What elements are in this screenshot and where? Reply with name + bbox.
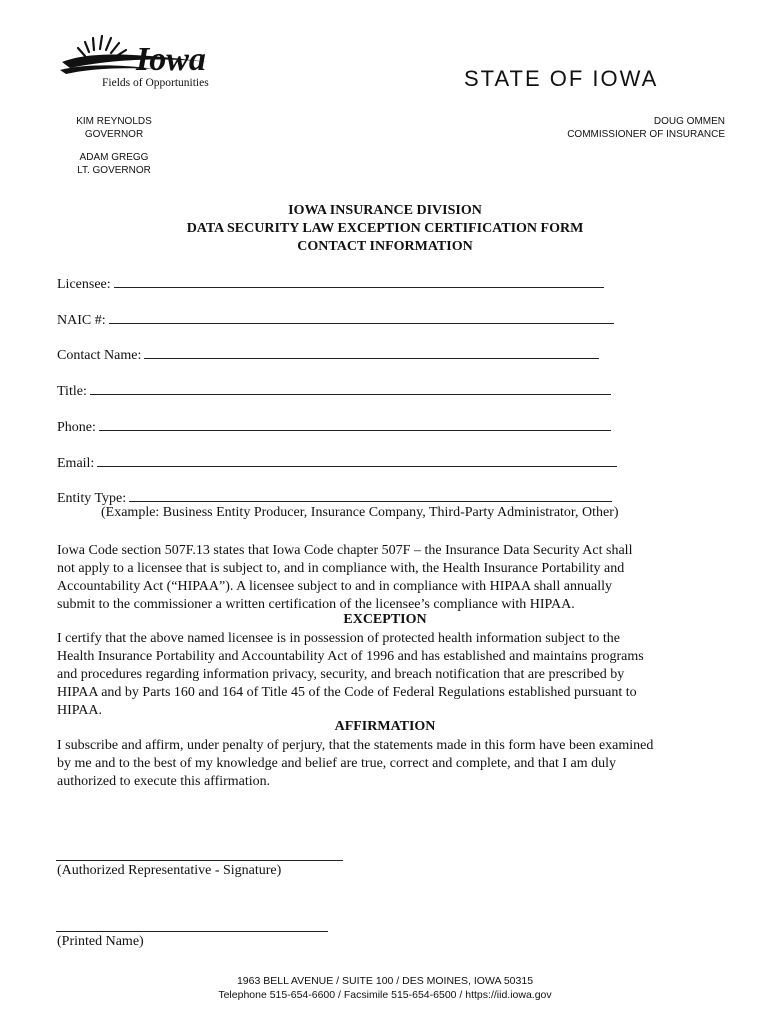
naic-field[interactable] xyxy=(109,311,614,324)
licensee-row xyxy=(57,275,604,294)
signature-label: (Authorized Representative - Signature) xyxy=(57,863,282,878)
governor-name: KIM REYNOLDS xyxy=(76,116,152,127)
phone-row xyxy=(57,418,611,437)
title-row xyxy=(57,382,611,401)
footer-address: 1963 BELL AVENUE / SUITE 100 / DES MOINES, IOWA 50315 xyxy=(236,975,534,987)
exception-line: Health Insurance Portability and Accountability Act of 1996 and has established and maintains programs xyxy=(57,649,644,664)
affirmation-line: by me and to the best of my knowledge and belief are true, correct and complete, and that I am duly xyxy=(57,756,617,771)
exception-line: HIPAA and by Parts 160 and 164 of Title 45 of the Code of Federal Regulations established pursuant to xyxy=(57,685,637,700)
affirmation-title: AFFIRMATION xyxy=(334,719,436,734)
lt-governor-title: LT. GOVERNOR xyxy=(77,164,151,176)
exception-paragraph xyxy=(57,630,717,720)
heading-form-title: DATA SECURITY LAW EXCEPTION CERTIFICATION FORM xyxy=(186,221,584,236)
commissioner-title: COMMISSIONER OF INSURANCE xyxy=(567,128,725,140)
contact-name-row xyxy=(57,346,599,365)
entity-type-field[interactable] xyxy=(129,489,612,502)
entity-type-example: (Example: Business Entity Producer, Insurance Company, Third-Party Administrator, Other) xyxy=(101,505,619,520)
naic-row xyxy=(57,311,614,330)
exception-title: EXCEPTION xyxy=(343,612,427,627)
intro-line: Iowa Code section 507F.13 states that Iowa Code chapter 507F – the Insurance Data Security Act shall xyxy=(57,543,633,558)
logo-tagline: Fields of Opportunities xyxy=(102,77,209,89)
email-row xyxy=(57,454,617,473)
contact-name-field[interactable] xyxy=(144,346,599,359)
exception-line: and procedures regarding information privacy, security, and breach notification that are prescribed by xyxy=(57,667,625,682)
printed-name-line[interactable] xyxy=(56,931,328,932)
exception-line: HIPAA. xyxy=(57,703,102,718)
lt-governor-block xyxy=(60,152,168,177)
entity-type-label: Entity Type: xyxy=(57,491,127,506)
intro-paragraph xyxy=(57,542,717,614)
affirmation-line: I subscribe and affirm, under penalty of perjury, that the statements made in this form have been examined xyxy=(57,738,654,753)
logo-wordmark: Iowa xyxy=(136,41,206,78)
footer xyxy=(0,974,770,1002)
intro-line: Accountability Act (“HIPAA”). A licensee subject to and in compliance with HIPAA shall annually xyxy=(57,579,612,594)
title-label: Title: xyxy=(57,384,87,399)
footer-contact: Telephone 515-654-6600 / Facsimile 515-654-6500 / https://iid.iowa.gov xyxy=(218,989,552,1001)
form-heading xyxy=(0,202,770,256)
licensee-label: Licensee: xyxy=(57,277,111,292)
email-label: Email: xyxy=(57,456,95,471)
phone-field[interactable] xyxy=(99,418,611,431)
title-field[interactable] xyxy=(90,382,611,395)
signature-line[interactable] xyxy=(56,860,343,861)
affirmation-line: authorized to execute this affirmation. xyxy=(57,774,271,789)
exception-line: I certify that the above named licensee is in possession of protected health information subject to the xyxy=(57,631,620,646)
state-title: STATE OF IOWA xyxy=(464,66,659,91)
affirmation-paragraph xyxy=(57,737,717,791)
intro-line: submit to the commissioner a written certification of the licensee’s compliance with HIPAA. xyxy=(57,597,575,612)
printed-name-label: (Printed Name) xyxy=(57,934,144,949)
governor-title: GOVERNOR xyxy=(84,128,144,140)
intro-line: not apply to a licensee that is subject to, and in compliance with, the Health Insurance Portability and xyxy=(57,561,625,576)
commissioner-name: DOUG OMMEN xyxy=(653,116,725,127)
phone-label: Phone: xyxy=(57,420,96,435)
heading-section: CONTACT INFORMATION xyxy=(297,239,473,254)
contact-name-label: Contact Name: xyxy=(57,348,142,363)
naic-label: NAIC #: xyxy=(57,313,106,328)
email-field[interactable] xyxy=(97,454,617,467)
licensee-field[interactable] xyxy=(114,275,604,288)
commissioner-block xyxy=(535,116,725,141)
governor-block xyxy=(60,116,168,141)
heading-division: IOWA INSURANCE DIVISION xyxy=(288,203,482,218)
lt-governor-name: ADAM GREGG xyxy=(79,152,149,163)
sun-rays-icon xyxy=(78,36,126,57)
